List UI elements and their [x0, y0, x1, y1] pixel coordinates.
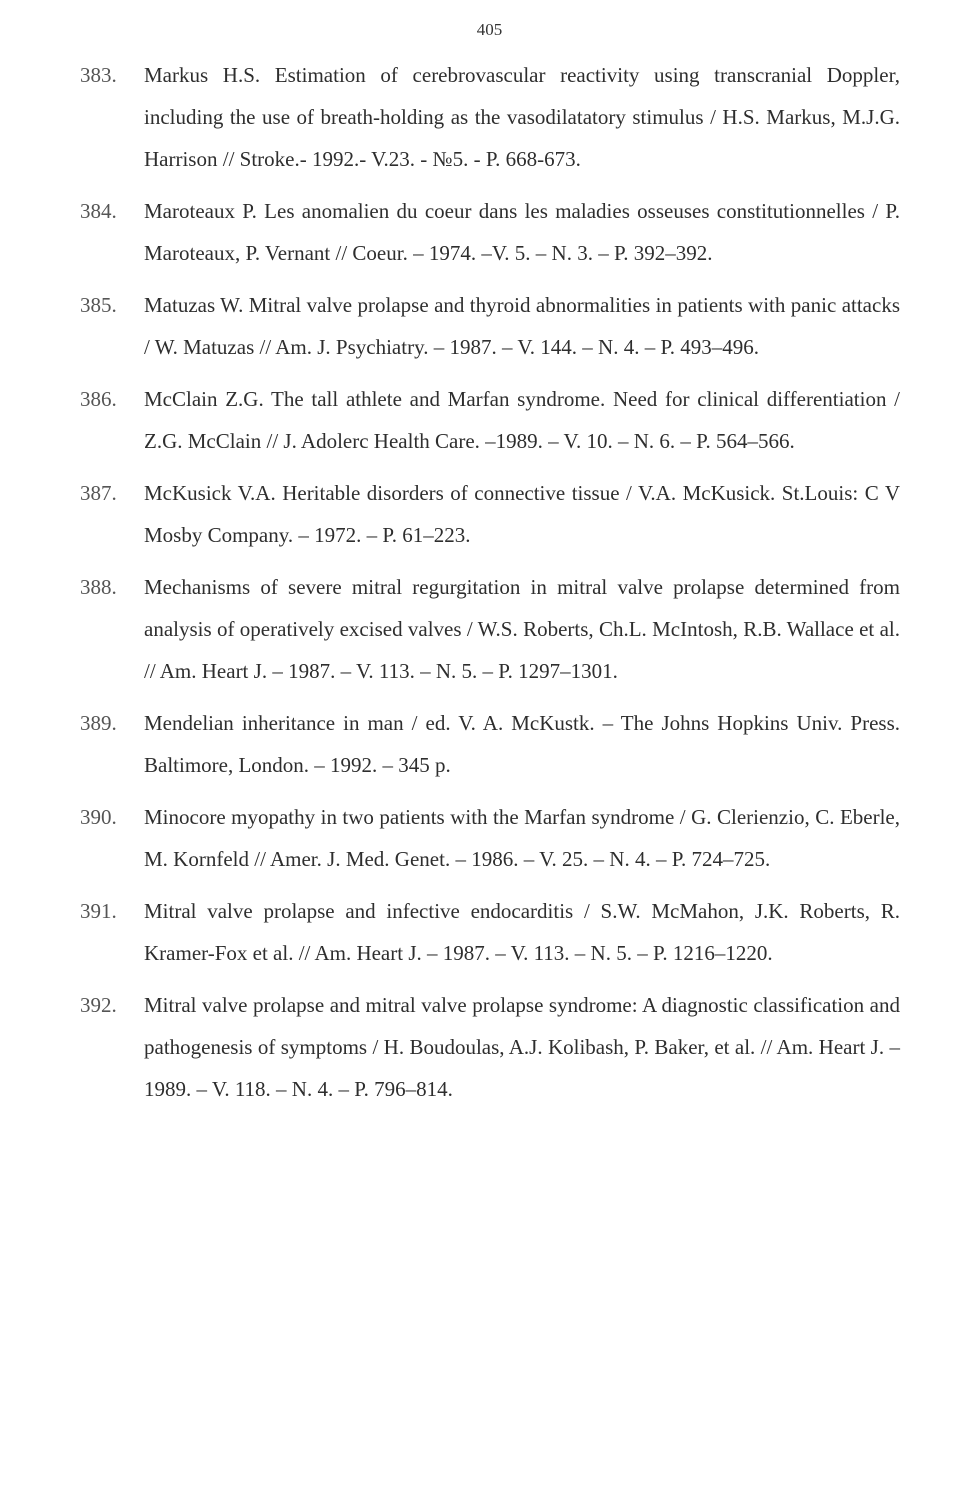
reference-text: Mitral valve prolapse and infective endocarditis / S.W. McMahon, J.K. Roberts, R. Kramer-Fox et al. // Am. Heart J. – 1987. – V. 113. – N. 5. – P. 1216–1220.: [144, 899, 900, 965]
reference-number: 384.: [80, 199, 117, 223]
page-number: 405: [476, 20, 503, 39]
reference-text: Mendelian inheritance in man / ed. V. A. McKustk. – The Johns Hopkins Univ. Press. Baltimore, London. – 1992. – 345 p.: [144, 711, 900, 777]
reference-text: Mitral valve prolapse and mitral valve prolapse syndrome: A diagnostic classification and pathogenesis of symptoms / H. Boudoulas, A.J. Kolibash, P. Baker, et al. // Am. Heart J. – 1989. – V. 118. – N. 4. – P. 796–814.: [144, 993, 900, 1101]
reference-text: Markus H.S. Estimation of cerebrovascular reactivity using transcranial Doppler, including the use of breath-holding as the vasodilatatory stimulus / H.S. Markus, M.J.G. Harrison // Stroke.- 1992.- V.23. - №5. - P. 668-673.: [144, 63, 900, 171]
reference-number: 387.: [80, 481, 117, 505]
reference-item-385: [80, 284, 900, 368]
reference-number: 390.: [80, 805, 117, 829]
reference-item-388: [80, 566, 900, 692]
reference-text: McKusick V.A. Heritable disorders of connective tissue / V.A. McKusick. St.Louis: C V Mosby Company. – 1972. – P. 61–223.: [144, 481, 900, 547]
reference-item-391: [80, 890, 900, 974]
reference-number: 389.: [80, 711, 117, 735]
reference-item-390: [80, 796, 900, 880]
reference-number: 386.: [80, 387, 117, 411]
reference-item-386: [80, 378, 900, 462]
reference-item-387: [80, 472, 900, 556]
reference-item-392: [80, 984, 900, 1110]
reference-item-383: [80, 54, 900, 180]
reference-number: 388.: [80, 575, 117, 599]
reference-item-389: [80, 702, 900, 786]
reference-text: Maroteaux P. Les anomalien du coeur dans les maladies osseuses constitutionnelles / P. Maroteaux, P. Vernant // Coeur. – 1974. –V. 5. – N. 3. – P. 392–392.: [144, 199, 900, 265]
reference-number: 383.: [80, 63, 117, 87]
reference-text: Matuzas W. Mitral valve prolapse and thyroid abnormalities in patients with panic attacks / W. Matuzas // Am. J. Psychiatry. – 1987. – V. 144. – N. 4. – P. 493–496.: [144, 293, 900, 359]
reference-text: Minocore myopathy in two patients with the Marfan syndrome / G. Clerienzio, C. Eberle, M. Kornfeld // Amer. J. Med. Genet. – 1986. – V. 25. – N. 4. – P. 724–725.: [144, 805, 900, 871]
reference-text: Mechanisms of severe mitral regurgitation in mitral valve prolapse determined from analysis of operatively excised valves / W.S. Roberts, Ch.L. McIntosh, R.B. Wallace et al. // Am. Heart J. – 1987. – V. 113. – N. 5. – P. 1297–1301.: [144, 575, 900, 683]
reference-text: McClain Z.G. The tall athlete and Marfan syndrome. Need for clinical differentiation / Z.G. McClain // J. Adolerc Health Care. –1989. – V. 10. – N. 6. – P. 564–566.: [144, 387, 900, 453]
reference-number: 385.: [80, 293, 117, 317]
reference-number: 392.: [80, 993, 117, 1017]
reference-number: 391.: [80, 899, 117, 923]
reference-item-384: [80, 190, 900, 274]
reference-list: [80, 54, 900, 1120]
